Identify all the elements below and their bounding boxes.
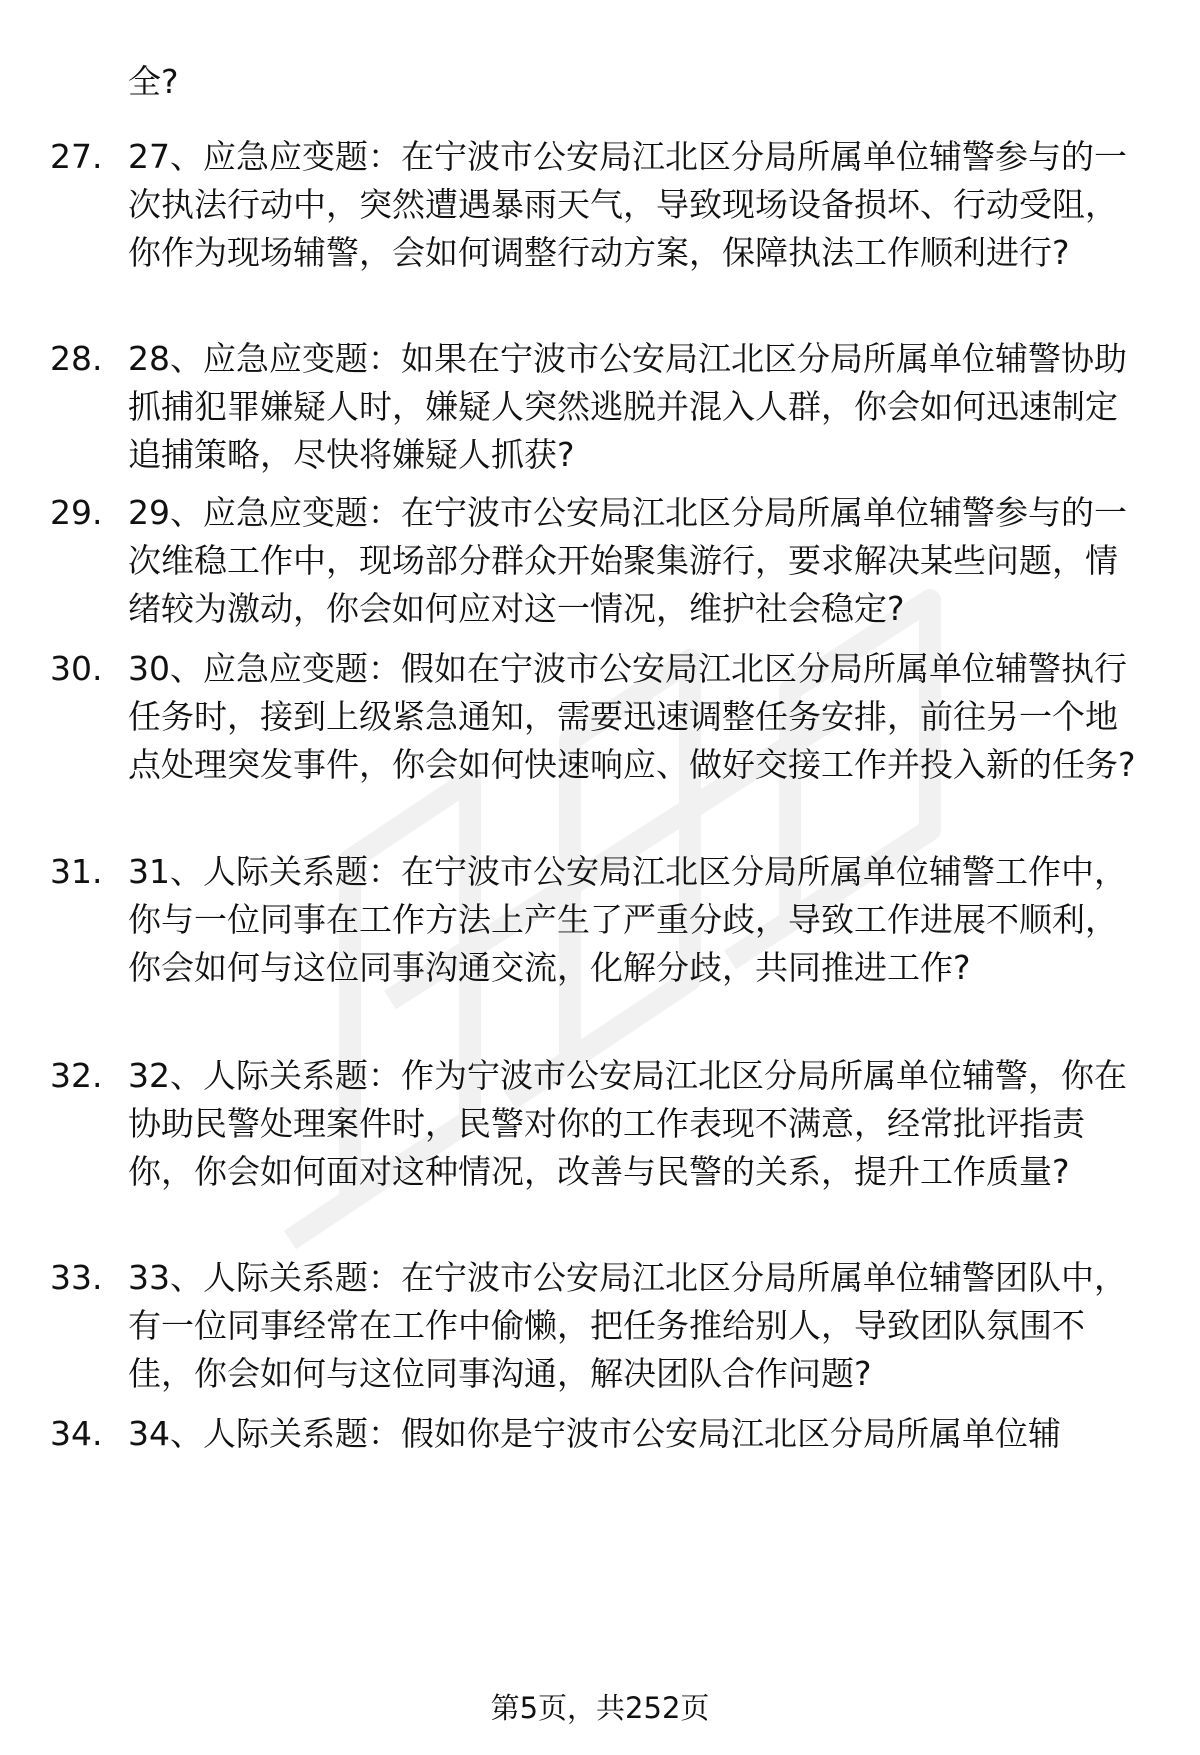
question-number: 30.: [50, 649, 103, 688]
question-number: 29.: [50, 493, 103, 532]
question-number: 27.: [50, 137, 103, 176]
question-number: 32.: [50, 1056, 103, 1095]
page-footer: 第5页，共252页: [490, 1691, 710, 1725]
continuation-text: 全?: [128, 62, 179, 101]
question-text: 32、人际关系题：作为宁波市公安局江北区分局所属单位辅警，你在协助民警处理案件时，民警对你的工作表现不满意，经常批评指责你，你会如何面对这种情况，改善与民警的关系，提升工作质量?: [128, 1056, 1127, 1191]
question-text: 30、应急应变题：假如在宁波市公安局江北区分局所属单位辅警执行任务时，接到上级紧急通知，需要迅速调整任务安排，前往另一个地点处理突发事件，你会如何快速响应、做好交接工作并投入新的任务?: [128, 649, 1136, 784]
question-number: 33.: [50, 1258, 103, 1297]
question-number: 31.: [50, 852, 103, 891]
question-text: 34、人际关系题：假如你是宁波市公安局江北区分局所属单位辅: [128, 1414, 1061, 1453]
question-text: 33、人际关系题：在宁波市公安局江北区分局所属单位辅警团队中，有一位同事经常在工作中偷懒，把任务推给别人，导致团队氛围不佳，你会如何与这位同事沟通，解决团队合作问题?: [128, 1258, 1127, 1393]
question-text: 29、应急应变题：在宁波市公安局江北区分局所属单位辅警参与的一次维稳工作中，现场部分群众开始聚集游行，要求解决某些问题，情绪较为激动，你会如何应对这一情况，维护社会稳定?: [128, 493, 1127, 628]
question-number: 34.: [50, 1414, 103, 1453]
question-number: 28.: [50, 339, 103, 378]
question-text: 28、应急应变题：如果在宁波市公安局江北区分局所属单位辅警协助抓捕犯罪嫌疑人时，嫌疑人突然逃脱并混入人群，你会如何迅速制定追捕策略，尽快将嫌疑人抓获?: [128, 339, 1127, 474]
question-text: 27、应急应变题：在宁波市公安局江北区分局所属单位辅警参与的一次执法行动中，突然遭遇暴雨天气，导致现场设备损坏、行动受阻，你作为现场辅警，会如何调整行动方案，保障执法工作顺利进行?: [128, 137, 1127, 272]
question-text: 31、人际关系题：在宁波市公安局江北区分局所属单位辅警工作中，你与一位同事在工作方法上产生了严重分歧，导致工作进展不顺利，你会如何与这位同事沟通交流，化解分歧，共同推进工作?: [128, 852, 1127, 987]
